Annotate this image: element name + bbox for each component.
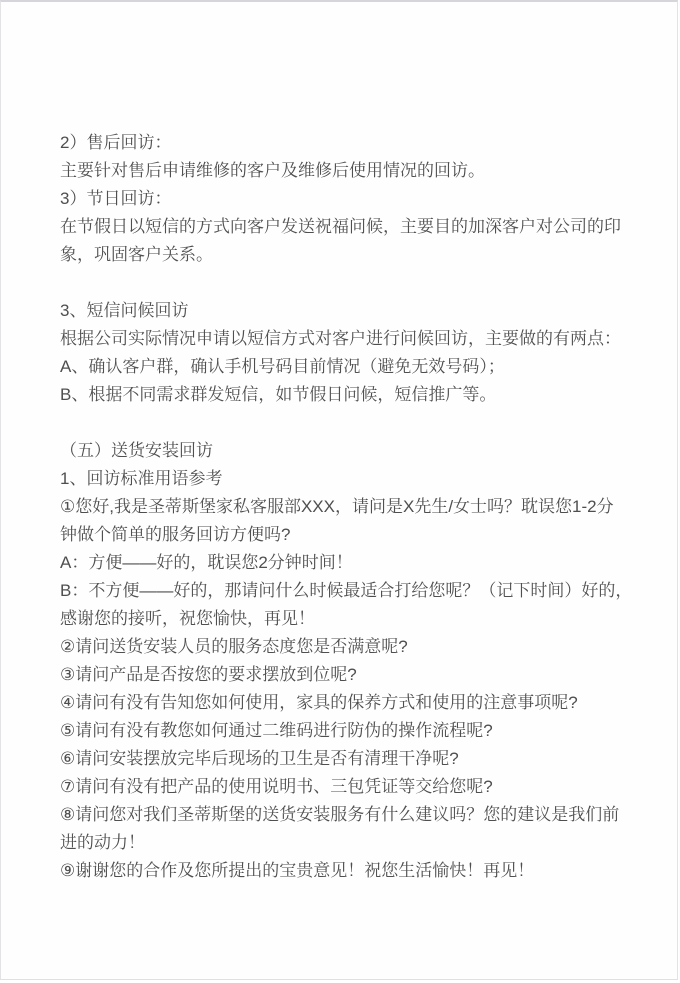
text-line: 1、回访标准用语参考: [60, 469, 223, 488]
text-line: ④请问有没有告知您如何使用，家具的保养方式和使用的注意事项呢?: [60, 693, 578, 712]
text-line: 2）售后回访：: [60, 133, 172, 152]
text-line: ⑧请问您对我们圣蒂斯堡的送货安装服务有什么建议吗？您的建议是我们前: [60, 805, 620, 824]
text-line: （五）送货安装回访: [60, 441, 213, 460]
document-text-block: [60, 129, 635, 885]
text-line: 在节假日以短信的方式向客户发送祝福问候，主要目的加深客户对公司的印: [60, 217, 621, 236]
text-line: ⑦请问有没有把产品的使用说明书、三包凭证等交给您呢?: [60, 777, 493, 796]
text-line: 3、短信问候回访: [60, 301, 189, 320]
section-after-sales-and-holiday-callback: [60, 129, 635, 269]
text-line: 象，巩固客户关系。: [60, 245, 213, 264]
text-line: A、确认客户群，确认手机号码目前情况（避免无效号码）；: [60, 357, 505, 376]
text-line: A：方便——好的，耽误您2分钟时间！: [60, 553, 353, 572]
section-sms-greeting-callback: [60, 297, 635, 409]
text-line: B：不方便——好的，那请问什么时候最适合打给您呢？（记下时间）好的，: [60, 581, 633, 600]
text-line: 主要针对售后申请维修的客户及维修后使用情况的回访。: [60, 161, 485, 180]
text-line: 进的动力！: [60, 833, 145, 852]
text-line: B、根据不同需求群发短信，如节假日问候，短信推广等。: [60, 385, 497, 404]
text-line: 根据公司实际情况申请以短信方式对客户进行问候回访，主要做的有两点：: [60, 329, 621, 348]
text-line: ③请问产品是否按您的要求摆放到位呢?: [60, 665, 357, 684]
text-line: ①您好,我是圣蒂斯堡家私客服部XXX，请问是X先生/女士吗？耽误您1-2分: [60, 497, 614, 516]
text-line: ②请问送货安装人员的服务态度您是否满意呢?: [60, 637, 408, 656]
text-line: ⑥请问安装摆放完毕后现场的卫生是否有清理干净呢?: [60, 749, 459, 768]
text-line: 3）节日回访：: [60, 189, 172, 208]
text-line: 感谢您的接听，祝您愉快，再见！: [60, 609, 315, 628]
text-line: ⑤请问有没有教您如何通过二维码进行防伪的操作流程呢?: [60, 721, 493, 740]
text-line: ⑨谢谢您的合作及您所提出的宝贵意见！祝您生活愉快！再见！: [60, 861, 535, 880]
text-line: 钟做个简单的服务回访方便吗?: [60, 525, 291, 544]
section-delivery-installation-callback: [60, 437, 635, 885]
